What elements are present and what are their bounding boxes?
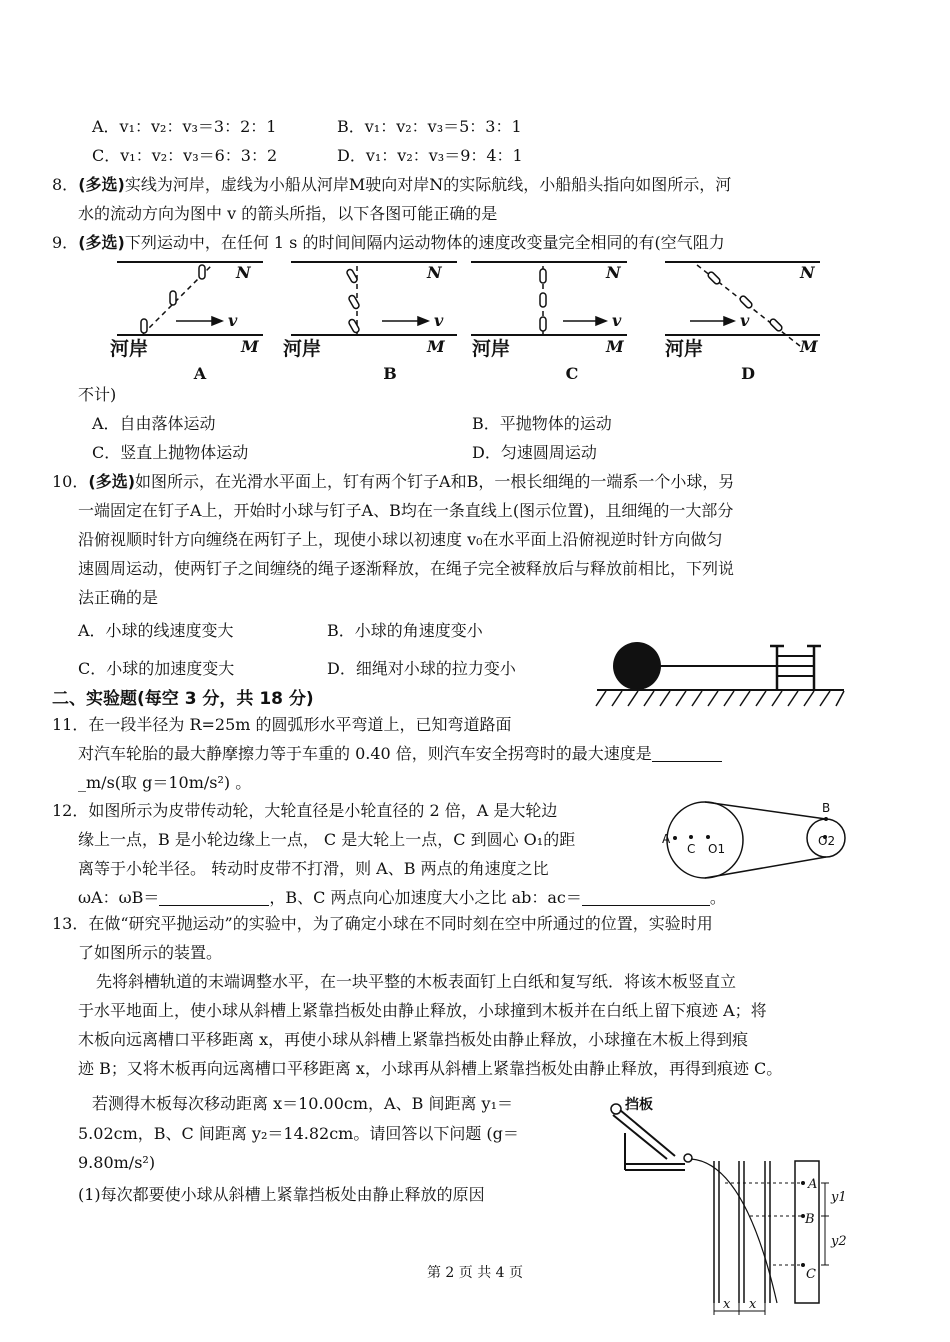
boat-b-v-label: v [434, 311, 444, 330]
q10-line4: 速圆周运动，使两钉子之间缠绕的绳子逐渐释放，在绳子完全被释放后与释放前相比，下列说 [78, 559, 735, 578]
q10-line5: 法正确的是 [78, 588, 159, 607]
q7-option-a: A．v₁：v₂：v₃＝3：2：1 [92, 117, 277, 136]
proj-label-b: B [805, 1212, 815, 1227]
q10-option-b: B．小球的角速度变小 [327, 621, 483, 640]
proj-label-y1: y1 [831, 1190, 847, 1205]
boat-c-v-label: v [612, 311, 622, 330]
q13-para-5: 若测得木板每次移动距离 x＝10.00cm，A、B 间距离 y₁＝ [92, 1094, 513, 1113]
q12-line1: 12．如图所示为皮带传动轮，大轮直径是小轮直径的 2 倍，A 是大轮边 [52, 801, 558, 820]
proj-label-c: C [806, 1267, 816, 1282]
proj-label-a: A [808, 1177, 818, 1192]
belt-label-c: C [687, 842, 696, 856]
q9-option-d: D．匀速圆周运动 [472, 443, 597, 462]
boat-c-shore-label: 河岸 [472, 338, 511, 360]
q9-option-b: B．平抛物体的运动 [472, 414, 612, 433]
q7-option-d: D．v₁：v₂：v₃＝9：4：1 [337, 146, 523, 165]
q10-option-d: D．细绳对小球的拉力变小 [327, 659, 516, 678]
q11-line1: 11．在一段半径为 R=25m 的圆弧形水平弯道上，已知弯道路面 [52, 715, 512, 734]
belt-label-o1: O1 [708, 842, 726, 856]
q13-para-7: 9.80m/s²) [78, 1153, 156, 1172]
proj-label-x1: x [723, 1297, 731, 1312]
q12-answer-blank-1[interactable] [159, 889, 269, 906]
proj-label-y2: y2 [831, 1234, 847, 1249]
q10-option-c: C．小球的加速度变大 [78, 659, 235, 678]
q11-answer-blank[interactable] [652, 745, 722, 762]
q13-para-4: 迹 B；又将木板再向远离槽口平移距离 x，小球再从斜槽上紧靠挡板处由静止释放，再得到痕迹 C。 [78, 1059, 783, 1078]
q12-line3: 离等于小轮半径。 转动时皮带不打滑，则 A、B 两点的角速度之比 [78, 859, 549, 878]
q11-line3: _m/s(取 g＝10m/s²) 。 [78, 773, 252, 792]
q13-line2: 了如图所示的装置。 [78, 943, 223, 962]
q13-para-1: 先将斜槽轨道的末端调整水平，在一块平整的木板表面钉上白纸和复写纸．将该木板竖直立 [96, 972, 737, 991]
boat-d-shore-label: 河岸 [665, 338, 704, 360]
proj-label-x2: x [749, 1297, 757, 1312]
boat-panel-b-label: B [383, 364, 397, 383]
q10-line2: 一端固定在钉子A上，开始时小球与钉子A、B均在一条直线上(图示位置)，且细绳的一大部分 [78, 501, 734, 520]
q9-option-c: C．竖直上抛物体运动 [92, 443, 249, 462]
boat-a-v-label: v [228, 311, 238, 330]
belt-label-o2: O2 [818, 834, 836, 848]
boat-panel-d-label: D [741, 364, 755, 383]
boat-a-m-label: M [241, 337, 259, 356]
boat-a-n-label: N [236, 263, 251, 282]
q8-line2: 水的流动方向为图中 v 的箭头所指，以下各图可能正确的是 [78, 204, 498, 223]
q9-line1: 9．(多选)下列运动中，在任何 1 s 的时间间隔内运动物体的速度改变量完全相同的有(空气阻力 [52, 233, 725, 252]
boat-b-m-label: M [427, 337, 445, 356]
boat-d-m-label: M [800, 337, 818, 356]
boat-c-n-label: N [606, 263, 621, 282]
q13-line1: 13．在做“研究平抛运动”的实验中，为了确定小球在不同时刻在空中所通过的位置，实验时用 [52, 914, 713, 933]
boat-c-m-label: M [606, 337, 624, 356]
page-footer: 第 2 页 共 4 页 [426, 1265, 524, 1281]
boat-b-shore-label: 河岸 [283, 338, 322, 360]
q13-para-2: 于水平地面上，使小球从斜槽上紧靠挡板处由静止释放，小球撞到木板并在白纸上留下痕迹 A；将 [78, 1001, 767, 1020]
belt-figure [660, 795, 860, 895]
ball-pegs-figure [592, 628, 852, 718]
projectile-figure [605, 1093, 865, 1318]
boat-panel-c-label: C [565, 364, 579, 383]
q9-option-a: A．自由落体运动 [92, 414, 216, 433]
q13-para-6: 5.02cm，B、C 间距离 y₂＝14.82cm。请回答以下问题 (g＝ [78, 1124, 519, 1143]
q9-line2: 不计) [78, 385, 117, 404]
boat-d-v-label: v [740, 311, 750, 330]
belt-label-a: A [662, 832, 671, 846]
proj-label-baffle: 挡板 [625, 1097, 653, 1113]
boat-figure [0, 255, 950, 385]
boat-d-n-label: N [800, 263, 815, 282]
q12-line4: ωA：ωB＝ ，B、C 两点向心加速度大小之比 ab：ac＝ 。 [78, 888, 726, 907]
section-2-title: 二、实验题(每空 3 分，共 18 分) [52, 689, 314, 709]
q10-line1: 10．(多选)如图所示，在光滑水平面上，钉有两个钉子A和B，一根长细绳的一端系一个小球，另 [52, 472, 735, 491]
q13-para-8: (1)每次都要使小球从斜槽上紧靠挡板处由静止释放的原因 [78, 1185, 485, 1204]
boat-a-shore-label: 河岸 [110, 338, 149, 360]
boat-panel-a-label: A [193, 364, 207, 383]
belt-label-b: B [822, 801, 831, 815]
q7-option-c: C．v₁：v₂：v₃＝6：3：2 [92, 146, 278, 165]
q11-line2: 对汽车轮胎的最大静摩擦力等于车重的 0.40 倍，则汽车安全拐弯时的最大速度是 [78, 743, 722, 765]
q10-line3: 沿俯视顺时针方向缠绕在两钉子上，现使小球以初速度 v₀在水平面上沿俯视逆时针方向做匀 [78, 530, 723, 549]
q13-para-3: 木板向远离槽口平移距离 x，再使小球从斜槽上紧靠挡板处由静止释放，小球撞在木板上得到痕 [78, 1030, 749, 1049]
boat-b-n-label: N [427, 263, 442, 282]
q10-option-a: A．小球的线速度变大 [78, 621, 234, 640]
q12-line2: 缘上一点，B 是小轮边缘上一点， C 是大轮上一点，C 到圆心 O₁的距 [78, 830, 576, 849]
q7-option-b: B．v₁：v₂：v₃＝5：3：1 [337, 117, 522, 136]
q8-line1: 8．(多选)实线为河岸，虚线为小船从河岸M驶向对岸N的实际航线，小船船头指向如图所示，河 [52, 175, 732, 194]
